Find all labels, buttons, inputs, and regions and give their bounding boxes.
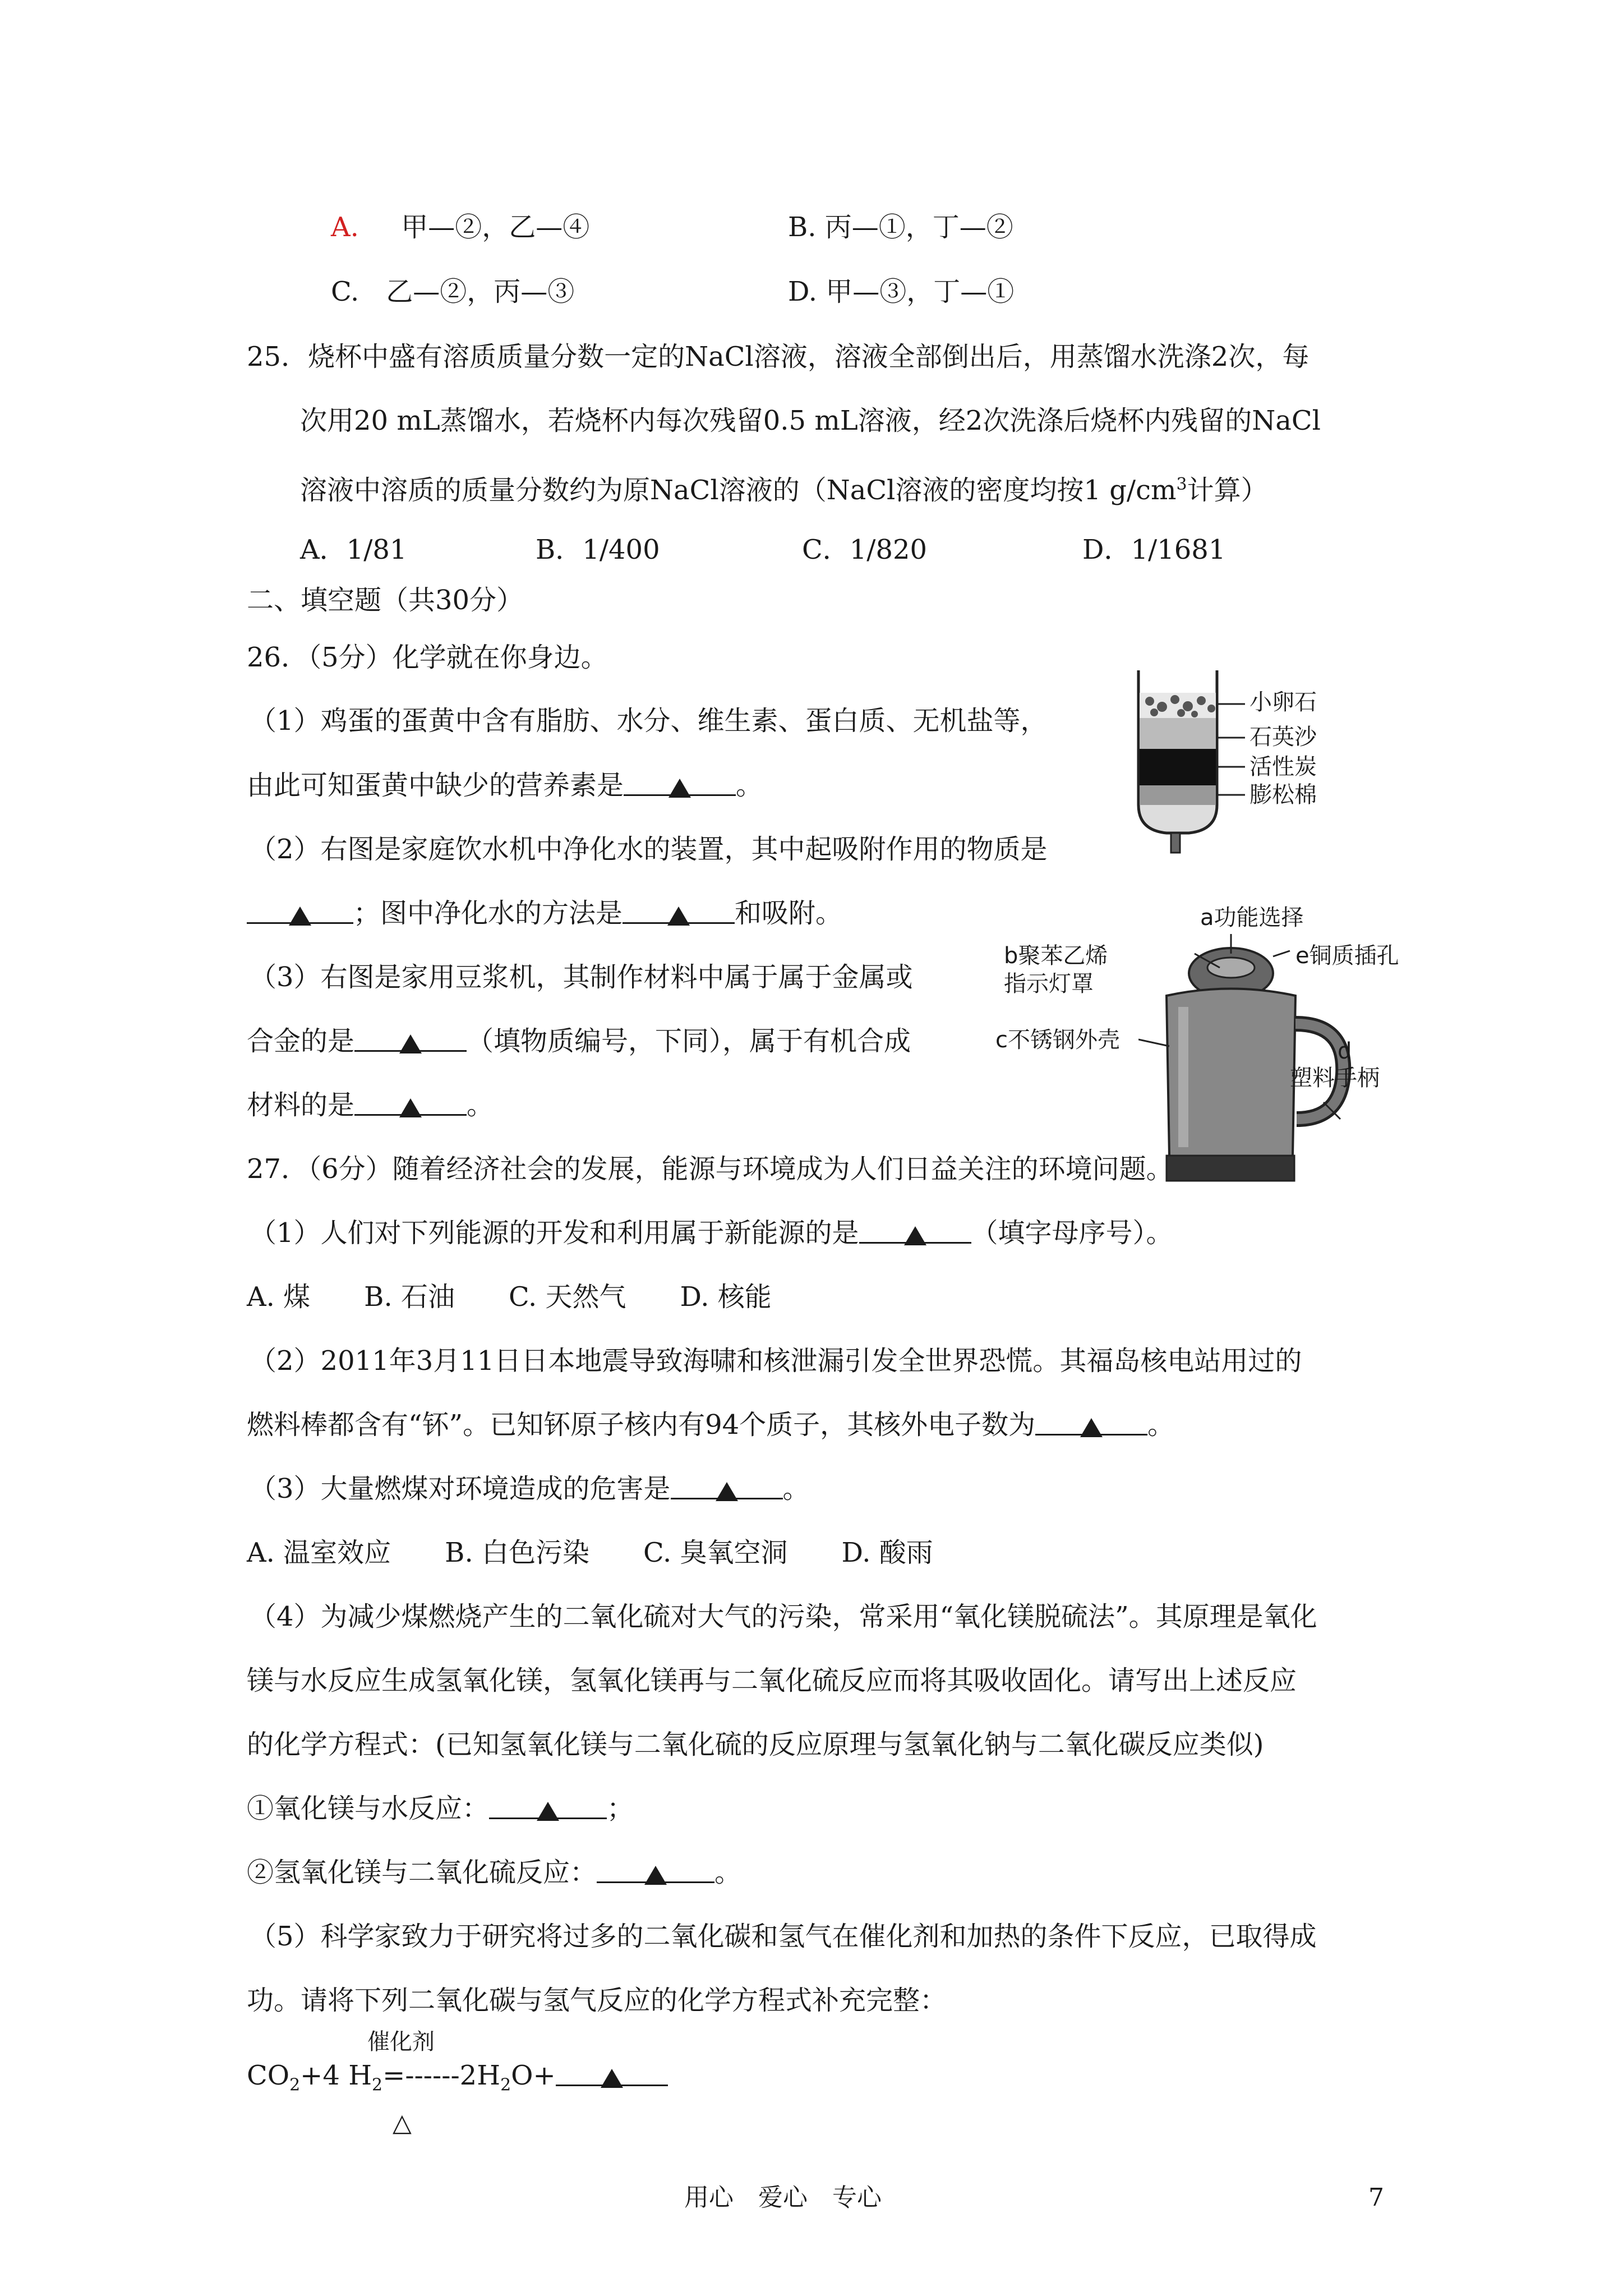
q27-p5-line1: （5）科学家致力于研究将过多的二氧化碳和氢气在催化剂和加热的条件下反应，已取得成 — [250, 1921, 1317, 1952]
q26-p2-line1: （2）右图是家庭饮水机中净化水的装置，其中起吸附作用的物质是 — [250, 834, 1048, 865]
q27-p4-eq2 — [247, 1856, 741, 1889]
q25-line-3b: 计算） — [1187, 475, 1268, 506]
eq-co-sub: 2 — [289, 2075, 301, 2095]
answer-triangle-icon — [644, 1866, 667, 1885]
answer-triangle-icon — [716, 1482, 738, 1501]
machine-label-d1: d — [1338, 1038, 1352, 1064]
eq-2h-sub: 2 — [500, 2075, 511, 2095]
q26-p3-line3 — [247, 1088, 494, 1122]
q27-p1-end: （填字母序号）。 — [971, 1217, 1173, 1249]
q27-p4-line3: 的化学方程式：(已知氢氧化镁与二氧化硫的反应原理与氢氧化钠与二氧化碳反应类似) — [247, 1729, 1264, 1760]
q27-p4-line1: （4）为减少煤燃烧产生的二氧化硫对大气的污染，常采用“氧化镁脱硫法”。其原理是氧化 — [250, 1601, 1317, 1632]
q27-p2-end: 。 — [1147, 1409, 1175, 1441]
q27-p1 — [250, 1216, 1173, 1250]
q26-p3-text-b: （填物质编号，下同），属于有机合成 — [467, 1025, 911, 1057]
q26-blank-2[interactable] — [247, 896, 353, 924]
answer-triangle-icon — [904, 1226, 926, 1245]
q26-p3-end: 。 — [467, 1089, 494, 1121]
q26-p1-end: 。 — [736, 770, 763, 801]
answer-triangle-icon — [399, 1034, 422, 1053]
q27-p1-options: A. 煤 B. 石油 C. 天然气 D. 核能 — [247, 1281, 772, 1313]
q27-blank-3[interactable] — [671, 1472, 783, 1499]
q27-eq2-text: ②氢氧化镁与二氧化硫反应： — [247, 1857, 597, 1888]
q27-blank-2[interactable] — [1035, 1408, 1147, 1435]
q27-p2-text: 燃料棒都含有“钚”。已知钚原子核内有94个质子，其核外电子数为 — [247, 1409, 1036, 1441]
eq-2h: 2H — [459, 2060, 501, 2091]
q27-eq2-end: 。 — [714, 1857, 742, 1888]
q26-blank-4[interactable] — [354, 1024, 467, 1052]
machine-label-d2: 塑料手柄 — [1290, 1065, 1380, 1091]
q26-p2-mid: ；图中净化水的方法是 — [353, 898, 623, 929]
machine-label-b1: b聚苯乙烯 — [1004, 943, 1108, 969]
machine-label-e: e铜质插孔 — [1295, 943, 1399, 969]
page-number: 7 — [1368, 2183, 1384, 2212]
q26-p2-line2 — [247, 896, 842, 930]
q27-blank-1[interactable] — [859, 1216, 971, 1244]
q26-blank-3[interactable] — [623, 896, 735, 924]
q24-option-a-text: 甲—②，乙—④ — [401, 211, 590, 243]
answer-triangle-icon — [399, 1098, 422, 1117]
q26-p1-text: 由此可知蛋黄中缺少的营养素是 — [247, 770, 624, 801]
q27-eq1-end: ； — [607, 1793, 634, 1824]
answer-triangle-icon — [667, 907, 690, 926]
filter-label-cotton: 膨松棉 — [1249, 782, 1317, 808]
q27-p3-options: A. 温室效应 B. 白色污染 C. 臭氧空洞 D. 酸雨 — [247, 1537, 933, 1568]
equation-line — [247, 2059, 668, 2102]
q25-line-3-sup: 3 — [1176, 475, 1187, 494]
q25-option-c: C．1/820 — [802, 534, 928, 565]
q25-line-2: 次用20 mL蒸馏水，若烧杯内每次残留0.5 mL溶液，经2次洗涤后烧杯内残留的NaCl — [300, 405, 1321, 436]
q26-p3-line2 — [247, 1024, 911, 1058]
section-2-heading: 二、填空题（共30分） — [247, 585, 524, 616]
q24-option-a-letter: A. — [331, 211, 359, 243]
filter-label-pebbles: 小卵石 — [1249, 689, 1317, 715]
machine-label-a: a功能选择 — [1200, 905, 1304, 931]
answer-triangle-icon — [289, 907, 311, 926]
q24-option-d: D. 甲—③，丁—① — [788, 276, 1015, 307]
q26-p3-line1: （3）右图是家用豆浆机，其制作材料中属于属于金属或 — [250, 961, 913, 993]
q26-p1-line1: （1）鸡蛋的蛋黄中含有脂肪、水分、维生素、蛋白质、无机盐等， — [250, 705, 1048, 737]
q24-option-b: B. 丙—①，丁—② — [788, 211, 1013, 243]
eq-h-sub: 2 — [372, 2075, 383, 2095]
q27-p2-line2 — [247, 1408, 1174, 1442]
machine-label-c: c不锈钢外壳 — [995, 1027, 1120, 1053]
equation-catalyst: 催化剂 — [367, 2029, 435, 2055]
q25-option-a: A．1/81 — [300, 534, 407, 565]
q27-p4-line2: 镁与水反应生成氢氧化镁，氢氧化镁再与二氧化硫反应而将其吸收固化。请写出上述反应 — [247, 1665, 1297, 1696]
q25-line-3a: 溶液中溶质的质量分数约为原NaCl溶液的（NaCl溶液的密度均按1 g/cm — [300, 475, 1177, 506]
filter-label-quartz-sand: 石英沙 — [1249, 724, 1317, 750]
q26-blank-1[interactable] — [624, 769, 736, 796]
footer-motto: 用心 爱心 专心 — [684, 2183, 882, 2212]
q26-p3-text-c: 材料的是 — [247, 1089, 355, 1121]
answer-triangle-icon — [537, 1802, 559, 1821]
eq-o: O+ — [511, 2060, 556, 2091]
q24-option-a — [331, 210, 589, 244]
q27-blank-6[interactable] — [556, 2059, 668, 2086]
q25-line-1: 25．烧杯中盛有溶质质量分数一定的NaCl溶液，溶液全部倒出后，用蒸馏水洗涤2次，每 — [247, 341, 1310, 372]
q27-title: 27．（6分）随着经济社会的发展，能源与环境成为人们日益关注的环境问题。 — [247, 1153, 1173, 1185]
q25-line-3 — [300, 468, 1268, 507]
q27-p4-eq1 — [247, 1792, 634, 1825]
q25-option-d: D．1/1681 — [1082, 534, 1226, 565]
q27-blank-4[interactable] — [489, 1792, 607, 1819]
answer-triangle-icon — [601, 2069, 623, 2088]
q27-p3 — [250, 1472, 810, 1506]
q27-p5-line2: 功。请将下列二氧化碳与氢气反应的化学方程式补充完整： — [247, 1985, 947, 2016]
machine-label-b2: 指示灯罩 — [1004, 971, 1094, 997]
q26-title: 26．（5分）化学就在你身边。 — [247, 642, 608, 673]
q26-p2-end: 和吸附。 — [735, 898, 843, 929]
q26-blank-5[interactable] — [354, 1088, 467, 1116]
q24-option-c: C. 乙—②，丙—③ — [331, 276, 575, 307]
filter-label-activated-carbon: 活性炭 — [1249, 754, 1317, 780]
q27-eq1-text: ①氧化镁与水反应： — [247, 1793, 490, 1824]
answer-triangle-icon — [668, 779, 691, 798]
q26-p1-line2 — [247, 769, 763, 802]
equation-heat: △ — [393, 2109, 412, 2137]
answer-triangle-icon — [1080, 1418, 1103, 1437]
q27-p3-end: 。 — [782, 1473, 810, 1504]
q27-p1-text: （1）人们对下列能源的开发和利用属于新能源的是 — [250, 1217, 859, 1249]
q27-blank-5[interactable] — [597, 1856, 714, 1883]
q27-p2-line1: （2）2011年3月11日日本地震导致海啸和核泄漏引发全世界恐慌。其福岛核电站用过的 — [250, 1345, 1302, 1377]
eq-arrow: =------ — [382, 2060, 460, 2091]
q27-p3-text: （3）大量燃煤对环境造成的危害是 — [250, 1473, 671, 1504]
q26-p3-text-a: 合金的是 — [247, 1025, 355, 1057]
q25-option-b: B．1/400 — [536, 534, 660, 565]
eq-plus-h: +4 H — [300, 2060, 372, 2091]
eq-co: CO — [247, 2060, 290, 2091]
